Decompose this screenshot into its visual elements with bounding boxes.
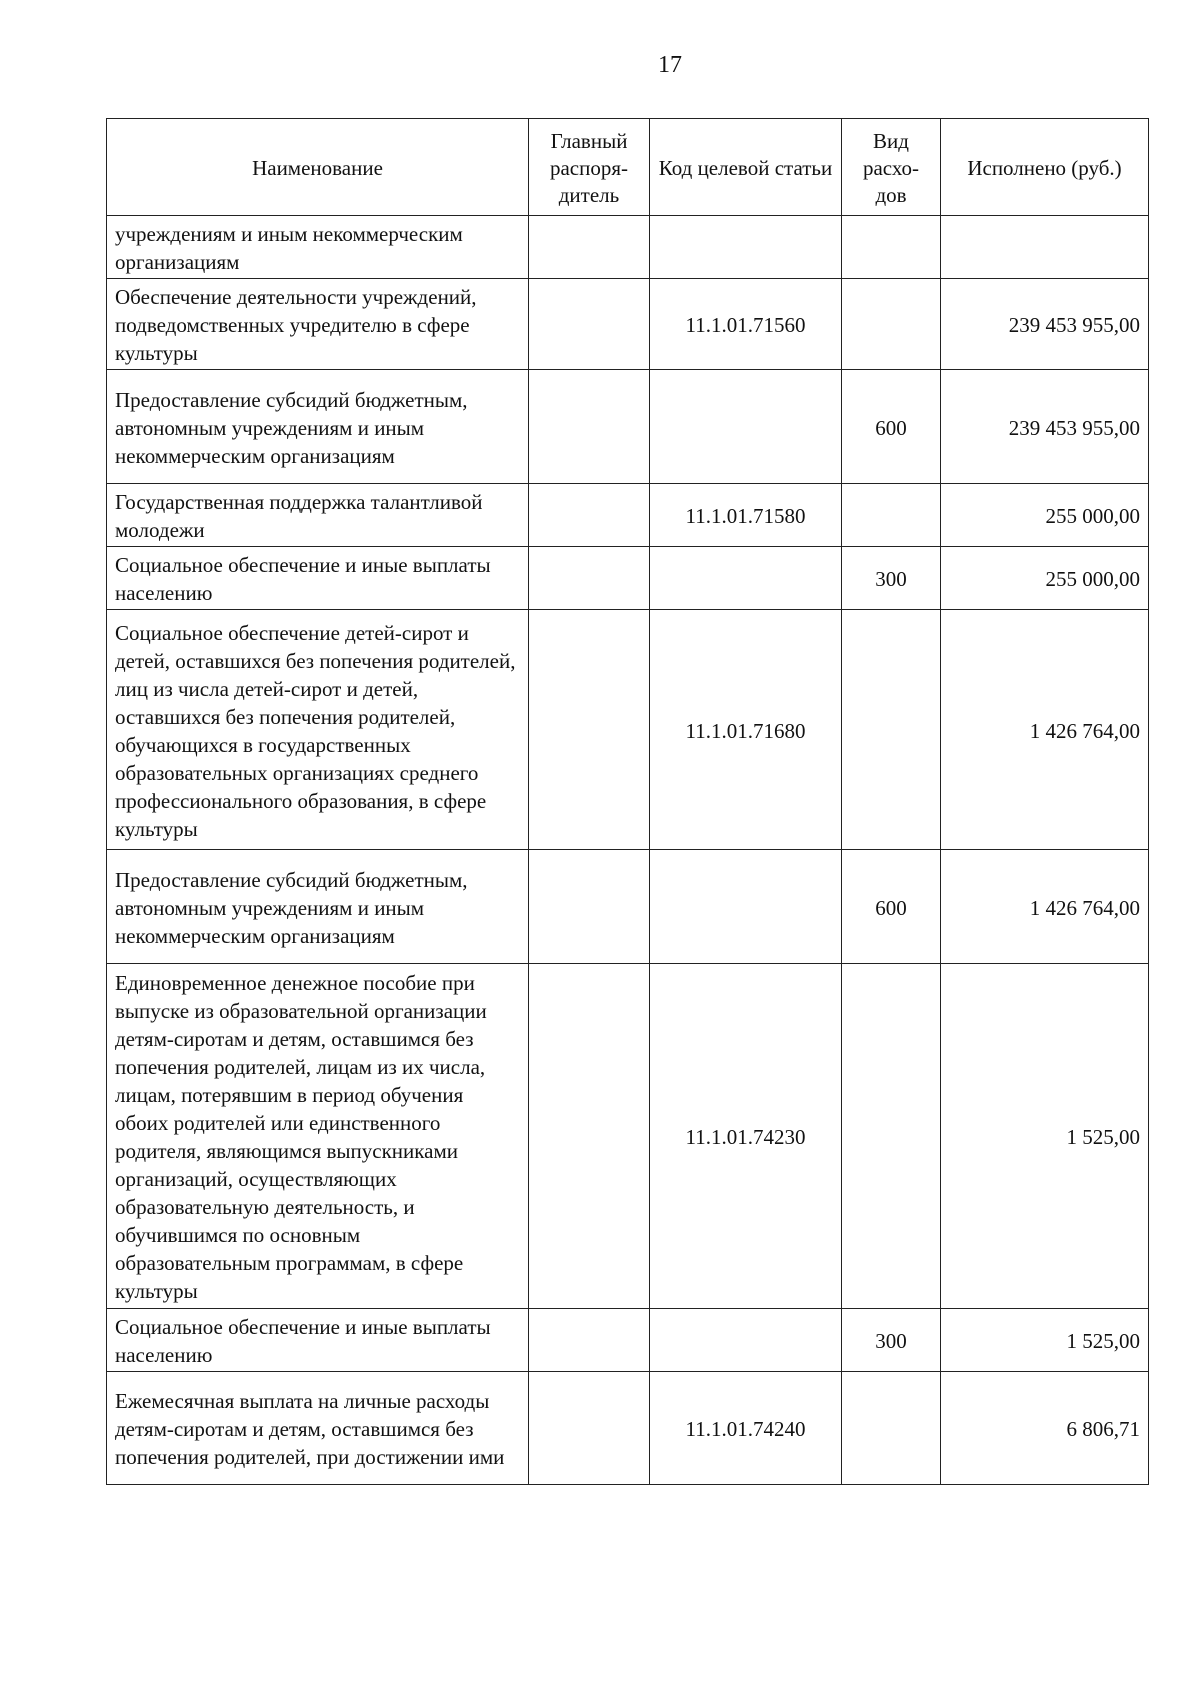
row-code (650, 370, 842, 484)
row-type (842, 1372, 941, 1485)
row-code: 11.1.01.74230 (650, 964, 842, 1309)
row-amount: 1 525,00 (941, 964, 1149, 1309)
page-number: 17 (658, 52, 682, 78)
budget-execution-table (106, 118, 1149, 1485)
row-admin (529, 547, 650, 610)
row-admin (529, 279, 650, 370)
table-header (107, 119, 1149, 216)
header-row (107, 119, 1149, 216)
row-code (650, 216, 842, 279)
row-type (842, 610, 941, 850)
row-admin (529, 850, 650, 964)
row-amount: 239 453 955,00 (941, 370, 1149, 484)
row-admin (529, 964, 650, 1309)
row-amount: 239 453 955,00 (941, 279, 1149, 370)
row-name: Предоставление субсидий бюджетным, автономным учреждениям и иным некоммерческим организациям (107, 850, 529, 964)
table-row (107, 964, 1149, 1309)
table-body (107, 216, 1149, 1485)
row-type: 600 (842, 850, 941, 964)
row-type: 600 (842, 370, 941, 484)
row-code: 11.1.01.74240 (650, 1372, 842, 1485)
row-name: Предоставление субсидий бюджетным, автономным учреждениям и иным некоммерческим организациям (107, 370, 529, 484)
row-admin (529, 610, 650, 850)
row-name: Государственная поддержка талантливой молодежи (107, 484, 529, 547)
table-row (107, 1309, 1149, 1372)
row-amount: 1 525,00 (941, 1309, 1149, 1372)
row-type (842, 964, 941, 1309)
row-name: Социальное обеспечение и иные выплаты населению (107, 1309, 529, 1372)
row-code (650, 850, 842, 964)
row-name: Обеспечение деятельности учреждений, подведомственных учредителю в сфере культуры (107, 279, 529, 370)
table-row (107, 1372, 1149, 1485)
row-code (650, 547, 842, 610)
row-type: 300 (842, 1309, 941, 1372)
row-admin (529, 1309, 650, 1372)
row-type (842, 279, 941, 370)
row-amount: 1 426 764,00 (941, 850, 1149, 964)
header-code: Код целевой статьи (650, 119, 842, 216)
row-name: учреждениям и иным некоммерческим организациям (107, 216, 529, 279)
row-code: 11.1.01.71680 (650, 610, 842, 850)
table-row (107, 850, 1149, 964)
table-row (107, 279, 1149, 370)
header-type: Вид расхо-дов (842, 119, 941, 216)
table-row (107, 484, 1149, 547)
row-amount: 255 000,00 (941, 547, 1149, 610)
row-admin (529, 370, 650, 484)
header-admin: Главный распоря-дитель (529, 119, 650, 216)
row-admin (529, 484, 650, 547)
row-amount (941, 216, 1149, 279)
row-amount: 1 426 764,00 (941, 610, 1149, 850)
table-row (107, 547, 1149, 610)
row-name: Ежемесячная выплата на личные расходы детям-сиротам и детям, оставшимся без попечения родителей, при достижении ими (107, 1372, 529, 1485)
table-row (107, 370, 1149, 484)
row-code (650, 1309, 842, 1372)
row-amount: 6 806,71 (941, 1372, 1149, 1485)
header-amount: Исполнено (руб.) (941, 119, 1149, 216)
table-row (107, 610, 1149, 850)
row-type: 300 (842, 547, 941, 610)
row-code: 11.1.01.71580 (650, 484, 842, 547)
row-code: 11.1.01.71560 (650, 279, 842, 370)
row-name: Единовременное денежное пособие при выпуске из образовательной организации детям-сиротам и детям, оставшимся без попечения родителей, лицам из их числа, лицам, потерявшим в период обучения обоих родителей или единственного родителя, являющимся выпускниками организаций, осуществляющих образовательную деятельность, и обучившимся по основным образовательным программам, в сфере культуры (107, 964, 529, 1309)
row-type (842, 216, 941, 279)
row-type (842, 484, 941, 547)
row-admin (529, 216, 650, 279)
header-name: Наименование (107, 119, 529, 216)
row-amount: 255 000,00 (941, 484, 1149, 547)
table-row (107, 216, 1149, 279)
row-name: Социальное обеспечение детей-сирот и детей, оставшихся без попечения родителей, лиц из числа детей-сирот и детей, оставшихся без попечения родителей, обучающихся в государственных образовательных организациях среднего профессионального образования, в сфере культуры (107, 610, 529, 850)
row-admin (529, 1372, 650, 1485)
row-name: Социальное обеспечение и иные выплаты населению (107, 547, 529, 610)
